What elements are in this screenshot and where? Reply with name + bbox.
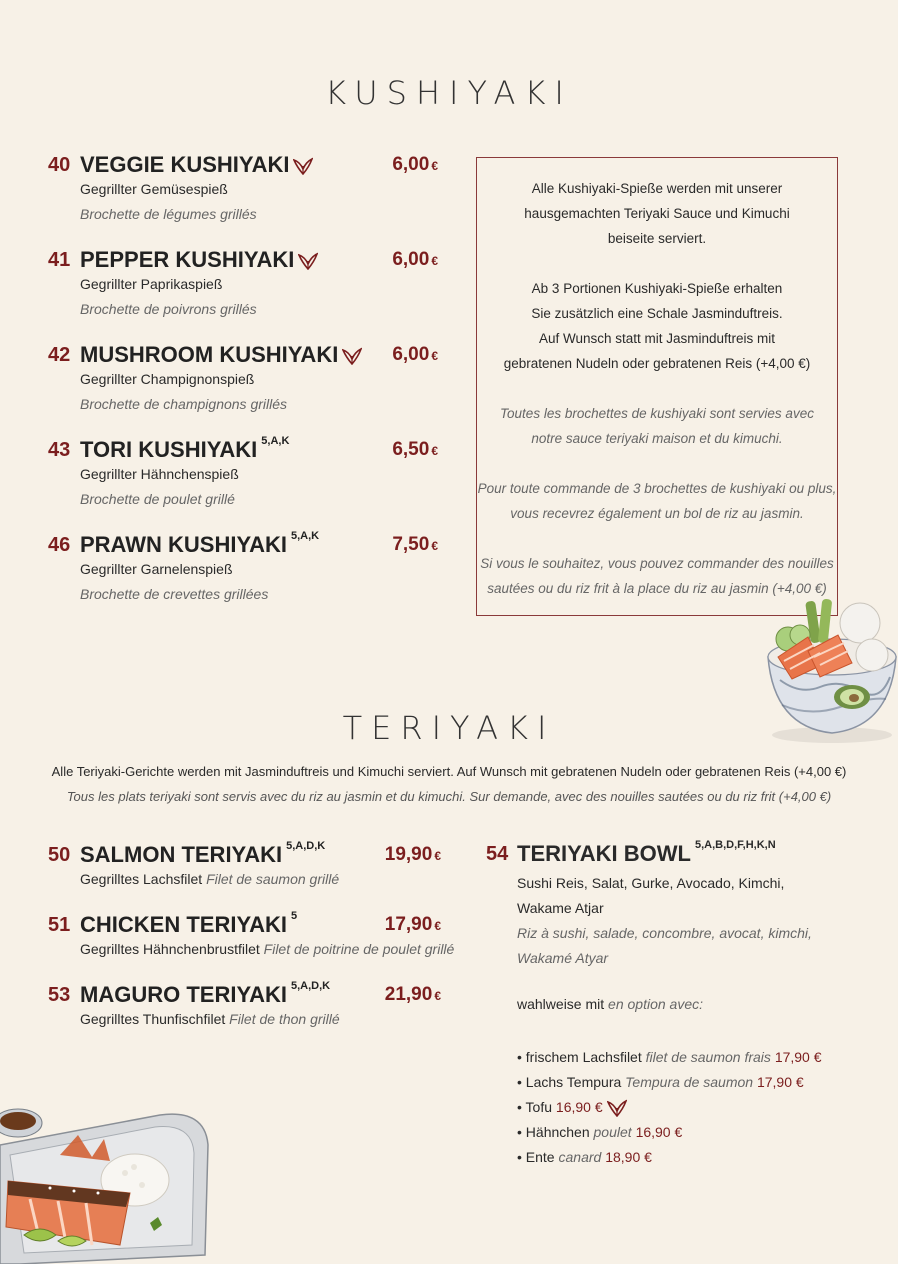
info-fr-3: Si vous le souhaitez, vous pouvez commander des nouilles sautées ou du riz frit à la place du riz au jasmin (+4,00 €) [480,556,834,596]
item-description-fr: Brochette de champignons grillés [80,396,288,412]
item-price: 6,50 € [392,439,438,460]
option-price: 18,90 € [605,1149,652,1165]
item-description-fr: Brochette de crevettes grillées [80,586,269,602]
option-item: • Ente canard 18,90 € [517,1149,652,1165]
item-description: Gegrilltes Hähnchenbrustfilet Filet de poitrine de poulet grillé [80,941,455,957]
info-de-2: Ab 3 Portionen Kushiyaki-Spieße erhalten Sie zusätzlich eine Schale Jasminduftreis. Auf Wunsch statt mit Jasminduftreis mit gebratenen Nudeln oder gebratenen Reis (+4,00 €) [503,281,811,371]
info-fr-1: Toutes les brochettes de kushiyaki sont servies avec notre sauce teriyaki maison et du kimuchi. [500,406,814,446]
item-price: 17,90 € [384,914,441,935]
item-name: MUSHROOM KUSHIYAKI [80,342,362,368]
item-number: 40 [48,154,71,176]
item-price: 6,00 € [392,154,438,175]
item-name: TERIYAKI BOWL $^{5,A,B,D,F,H,K,N}$ [517,839,776,866]
teriyaki-intro-de: Alle Teriyaki-Gerichte werden mit Jasminduftreis und Kimuchi serviert. Auf Wunsch mit gebratenen Nudeln oder gebratenen Reis (+4,00 €) [51,764,847,779]
item-name: PEPPER KUSHIYAKI [80,247,318,273]
allergen-codes: 5,A,K [261,435,290,447]
item-description-fr: Brochette de poulet grillé [80,491,235,507]
salmon-teriyaki-plate-illustration [0,1095,215,1264]
info-de-1: Alle Kushiyaki-Spieße werden mit unserer hausgemachten Teriyaki Sauce und Kimuchi beiseite serviert. [524,181,790,246]
item-description: Gegrilltes Thunfischfilet Filet de thon grillé [80,1011,340,1027]
item-price: 7,50 € [392,534,438,555]
allergen-codes: 5 [291,910,298,922]
item-description-fr: Brochette de poivrons grillés [80,301,257,317]
item-description-de: Gegrillter Champignonspieß [80,371,255,387]
item-name: PRAWN KUSHIYAKI $^{5,A,K}$ [80,530,320,557]
item-name: SALMON TERIYAKI $^{5,A,D,K}$ [80,840,326,867]
item-number: 46 [48,534,71,556]
item-number: 53 [48,984,71,1006]
item-description-de: Gegrillter Hähnchenspieß [80,466,239,482]
menu-item [48,154,438,234]
item-description: Gegrilltes Lachsfilet Filet de saumon grillé [80,871,340,887]
item-number: 42 [48,344,71,366]
allergen-codes: 5,A,K [291,530,320,542]
option-price: 16,90 € [635,1124,683,1140]
option-item: • Lachs Tempura Tempura de saumon 17,90 € [517,1074,804,1090]
option-price: 17,90 € [774,1049,822,1065]
item-name: VEGGIE KUSHIYAKI [80,152,313,178]
leaf-icon [293,157,313,175]
option-item: • Hähnchen poulet 16,90 € [517,1124,683,1140]
item-description-de: Gegrillter Gemüsespieß [80,181,228,197]
item-number: 41 [48,249,71,271]
item-description-fr: Riz à sushi, salade, concombre, avocat, kimchi, Wakamé Atyar [517,925,812,966]
item-number: 54 [486,843,509,865]
item-name: CHICKEN TERIYAKI $^5$ [80,910,298,937]
item-name: TORI KUSHIYAKI $^{5,A,K}$ [80,435,290,462]
item-price: 6,00 € [392,249,438,270]
item-name: MAGURO TERIYAKI $^{5,A,D,K}$ [80,980,331,1007]
menu-item [48,344,438,424]
item-description-de: Gegrillter Garnelenspieß [80,561,233,577]
option-label: wahlweise mit en option avec: [517,996,703,1012]
allergen-codes: 5,A,B,D,F,H,K,N [694,839,776,851]
item-price: 21,90 € [384,984,441,1005]
leaf-icon [342,347,362,365]
menu-item [48,435,438,519]
item-description-de: Gegrillter Paprikaspieß [80,276,223,292]
option-price: 16,90 € [555,1099,603,1115]
menu-item [48,249,438,329]
kushiyaki-info-box [476,157,838,616]
item-description-de: Sushi Reis, Salat, Gurke, Avocado, Kimchi, Wakame Atjar [517,875,785,916]
allergen-codes: 5,A,D,K [290,980,331,992]
section-title-teriyaki: TERIYAKI [342,709,556,747]
item-price: 19,90 € [384,844,441,865]
section-title-kushiyaki: KUSHIYAKI [325,74,573,112]
item-number: 43 [48,439,71,461]
item-description-fr: Brochette de légumes grillés [80,206,257,222]
info-fr-2: Pour toute commande de 3 brochettes de kushiyaki ou plus, vous recevrez également un bol de riz au jasmin. [477,481,837,521]
item-number: 50 [48,844,71,866]
option-price: 17,90 € [756,1074,804,1090]
allergen-codes: 5,A,D,K [286,840,326,852]
item-price: 6,00 € [392,344,438,365]
menu-item [48,530,438,614]
option-item: • frischem Lachsfilet filet de saumon frais 17,90 € [517,1049,822,1065]
leaf-icon [607,1099,627,1117]
teriyaki-intro-fr: Tous les plats teriyaki sont servis avec du riz au jasmin et du kimuchi. Sur demande, avec des nouilles sautées ou du riz frit (+4,00 €) [66,789,832,804]
leaf-icon [298,252,318,270]
option-item: • Tofu 16,90 € [517,1095,822,1120]
option-list [517,1045,822,1170]
item-number: 51 [48,914,71,936]
